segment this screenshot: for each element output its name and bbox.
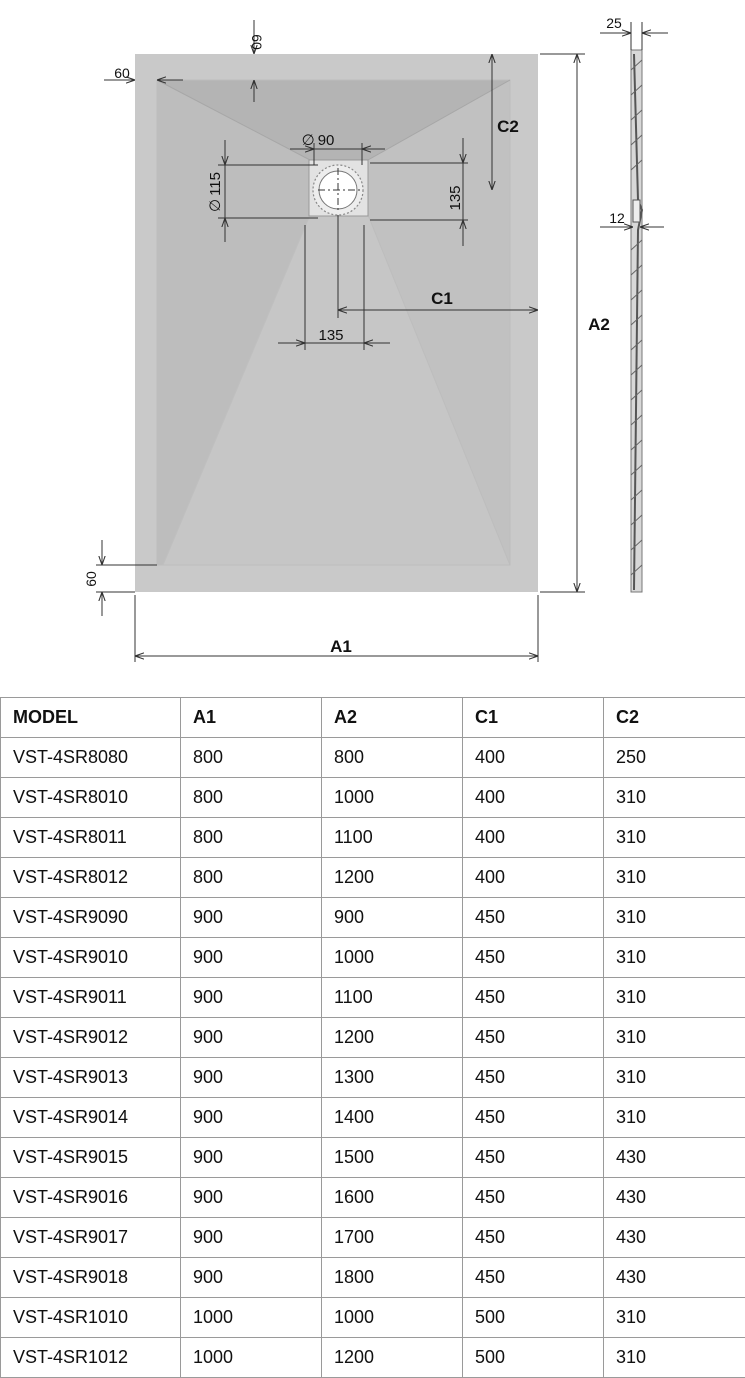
cell-model: VST-4SR9012 <box>1 1018 181 1058</box>
cell-model: VST-4SR9013 <box>1 1058 181 1098</box>
cell-a2: 1200 <box>322 1338 463 1378</box>
cell-c2: 310 <box>604 1298 745 1338</box>
column-header-c2: C2 <box>604 698 745 738</box>
cell-a1: 900 <box>181 1178 322 1218</box>
cell-c2: 310 <box>604 898 745 938</box>
table-header-row <box>1 698 745 738</box>
table-row <box>1 938 745 978</box>
cell-a1: 800 <box>181 778 322 818</box>
cell-c1: 450 <box>463 1178 604 1218</box>
table-row <box>1 1218 745 1258</box>
cell-c2: 430 <box>604 1138 745 1178</box>
cell-a1: 800 <box>181 738 322 778</box>
table-row <box>1 1058 745 1098</box>
tray-top-view <box>135 54 538 592</box>
cell-a1: 1000 <box>181 1338 322 1378</box>
cell-model: VST-4SR9015 <box>1 1138 181 1178</box>
cell-a2: 1300 <box>322 1058 463 1098</box>
cell-model: VST-4SR8080 <box>1 738 181 778</box>
cell-a2: 1500 <box>322 1138 463 1178</box>
table-row <box>1 1098 745 1138</box>
cell-c2: 310 <box>604 1338 745 1378</box>
diameter-icon: ∅ <box>207 198 224 212</box>
cell-model: VST-4SR8010 <box>1 778 181 818</box>
column-header-a1: A1 <box>181 698 322 738</box>
cell-model: VST-4SR8012 <box>1 858 181 898</box>
label-c2: C2 <box>497 117 519 136</box>
label-c1: C1 <box>431 289 453 308</box>
cell-a2: 1200 <box>322 1018 463 1058</box>
table-row <box>1 1258 745 1298</box>
cell-a2: 1200 <box>322 858 463 898</box>
cell-a1: 900 <box>181 898 322 938</box>
cell-c1: 450 <box>463 1258 604 1298</box>
cell-c1: 500 <box>463 1338 604 1378</box>
cell-c2: 310 <box>604 1058 745 1098</box>
cell-a2: 1000 <box>322 1298 463 1338</box>
cell-c1: 400 <box>463 818 604 858</box>
cell-model: VST-4SR8011 <box>1 818 181 858</box>
cell-c1: 450 <box>463 938 604 978</box>
cell-a2: 1100 <box>322 818 463 858</box>
diameter-icon: ∅ <box>301 132 315 149</box>
label-thickness-12: 12 <box>609 210 625 226</box>
model-dimensions-table <box>0 697 745 1378</box>
cell-c1: 450 <box>463 1098 604 1138</box>
label-dim-135-v: 135 <box>447 185 464 211</box>
cell-c2: 310 <box>604 778 745 818</box>
cell-a2: 1100 <box>322 978 463 1018</box>
label-a2: A2 <box>588 315 610 334</box>
dia-115-value: 115 <box>207 172 224 196</box>
cell-a2: 900 <box>322 898 463 938</box>
label-bottom-60: 60 <box>83 571 99 587</box>
dia-90-value: 90 <box>317 132 335 149</box>
cell-a1: 1000 <box>181 1298 322 1338</box>
cell-a2: 1800 <box>322 1258 463 1298</box>
table-row <box>1 738 745 778</box>
cell-model: VST-4SR9011 <box>1 978 181 1018</box>
cell-c1: 400 <box>463 858 604 898</box>
column-header-c1: C1 <box>463 698 604 738</box>
cell-a1: 900 <box>181 938 322 978</box>
table-row <box>1 1338 745 1378</box>
table-row <box>1 1298 745 1338</box>
cell-c2: 430 <box>604 1218 745 1258</box>
table-row <box>1 1018 745 1058</box>
cell-c2: 310 <box>604 978 745 1018</box>
cell-a2: 1000 <box>322 938 463 978</box>
cell-c1: 400 <box>463 738 604 778</box>
drain <box>309 160 368 216</box>
cell-c1: 450 <box>463 978 604 1018</box>
column-header-a2: A2 <box>322 698 463 738</box>
cell-a2: 800 <box>322 738 463 778</box>
cell-a1: 900 <box>181 1138 322 1178</box>
cell-a1: 900 <box>181 1218 322 1258</box>
label-top-60: 60 <box>249 34 265 50</box>
cell-a1: 900 <box>181 1058 322 1098</box>
table-row <box>1 898 745 938</box>
column-header-model: MODEL <box>1 698 181 738</box>
cell-c2: 430 <box>604 1178 745 1218</box>
label-a1: A1 <box>330 637 352 656</box>
cell-a1: 800 <box>181 818 322 858</box>
label-dia-90 <box>302 132 335 149</box>
cell-model: VST-4SR9014 <box>1 1098 181 1138</box>
cell-model: VST-4SR1010 <box>1 1298 181 1338</box>
cell-model: VST-4SR9010 <box>1 938 181 978</box>
cell-model: VST-4SR9017 <box>1 1218 181 1258</box>
label-dim-135-h: 135 <box>318 327 344 344</box>
cell-c2: 430 <box>604 1258 745 1298</box>
cell-model: VST-4SR9018 <box>1 1258 181 1298</box>
cell-c1: 450 <box>463 1018 604 1058</box>
cell-model: VST-4SR9016 <box>1 1178 181 1218</box>
cell-c1: 450 <box>463 1058 604 1098</box>
table-row <box>1 1178 745 1218</box>
table-row <box>1 858 745 898</box>
cell-a1: 800 <box>181 858 322 898</box>
cell-c1: 450 <box>463 1138 604 1178</box>
cell-c1: 450 <box>463 1218 604 1258</box>
table-row <box>1 818 745 858</box>
cell-model: VST-4SR1012 <box>1 1338 181 1378</box>
cell-c1: 400 <box>463 778 604 818</box>
label-thickness-25: 25 <box>606 15 622 31</box>
cell-model: VST-4SR9090 <box>1 898 181 938</box>
table-row <box>1 978 745 1018</box>
cell-c2: 310 <box>604 858 745 898</box>
table-row <box>1 1138 745 1178</box>
cell-c2: 310 <box>604 1018 745 1058</box>
cell-a2: 1700 <box>322 1218 463 1258</box>
side-profile <box>600 22 668 592</box>
cell-a1: 900 <box>181 1098 322 1138</box>
table-body <box>1 738 745 1378</box>
cell-c2: 250 <box>604 738 745 778</box>
cell-a1: 900 <box>181 1258 322 1298</box>
label-left-60: 60 <box>114 65 130 81</box>
cell-a1: 900 <box>181 978 322 1018</box>
cell-a2: 1000 <box>322 778 463 818</box>
cell-a1: 900 <box>181 1018 322 1058</box>
cell-a2: 1600 <box>322 1178 463 1218</box>
cell-c2: 310 <box>604 938 745 978</box>
cell-c2: 310 <box>604 1098 745 1138</box>
label-dia-115 <box>207 172 224 212</box>
cell-c2: 310 <box>604 818 745 858</box>
cell-c1: 500 <box>463 1298 604 1338</box>
table-row <box>1 778 745 818</box>
cell-a2: 1400 <box>322 1098 463 1138</box>
cell-c1: 450 <box>463 898 604 938</box>
